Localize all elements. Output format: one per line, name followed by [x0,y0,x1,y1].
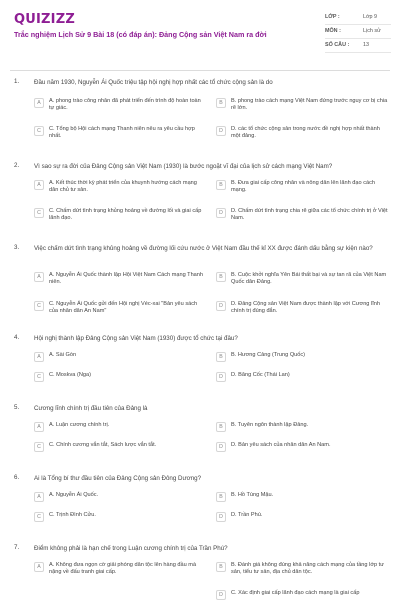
option-letter-box: A [34,98,44,108]
option-letter-box: C [34,442,44,452]
option-letter-box: D [216,301,226,311]
option-text: C. Chính cương vắn tắt, Sách lược vắn tắt. [49,442,157,448]
option-text: A. Kết thúc thời kỳ phát triển của khuynh hướng cách mạng dân chủ tư sản. [49,180,197,194]
option-letter-box: C [34,512,44,522]
option-text: A. Nguyễn Ái Quốc thành lập Hội Việt Nam Cách mạng Thanh niên. [49,272,204,286]
option-text: D. Bản yêu sách của nhân dân An Nam. [231,442,331,448]
option-letter-box: C [34,372,44,382]
option-letter-box: D [216,372,226,382]
meta-table [325,11,391,53]
option-text: A. Luận cương chính trị. [49,422,110,428]
question-text: Đầu năm 1930, Nguyễn Ái Quốc triệu tập hội nghị hợp nhất các tổ chức cộng sản là do [34,79,273,86]
option-letter-box: B [216,98,226,108]
option-letter-box: B [216,272,226,282]
option-text: A. Không đưa ngọn cờ giải phóng dân tộc lên hàng đầu mà nặng về đấu tranh giai cấp. [49,562,197,576]
option-letter-box: A [34,422,44,432]
meta-value: Lớp 9 [363,14,378,20]
option-letter-box: D [216,442,226,452]
option-text: D. Băng Cốc (Thái Lan) [231,372,290,378]
question-number: 5. [14,404,20,411]
option-letter-box: C [34,126,44,136]
option-text: B. phong trào cách mạng Việt Nam đứng trước nguy cơ bị chia rẽ lớn. [231,98,388,112]
option-letter-box: C [34,208,44,218]
question-text: Ai là Tổng bí thư đầu tiên của Đảng Cộng sản Đông Dương? [34,475,202,482]
option-letter-box: C [34,301,44,311]
question-number: 6. [14,474,20,481]
option-letter-box: B [216,352,226,362]
document-header [0,0,400,62]
option-letter-box: A [34,272,44,282]
option-text: C. Xác định giai cấp lãnh đạo cách mạng là giai cấp [231,590,360,596]
option-text: B. Tuyên ngôn thành lập Đảng. [231,422,309,428]
option-letter-box: D [216,208,226,218]
quizizz-logo: QUIZIZZ [14,12,75,27]
option-text: B. Hương Cảng (Trung Quốc) [231,352,306,358]
option-text: D. Trần Phú. [231,512,263,518]
question-number: 4. [14,334,20,341]
option-letter-box: B [216,422,226,432]
option-text: B. Đánh giá không đúng khả năng cách mạng của tầng lớp tư sản, tiểu tư sản, địa chủ dân tộc. [231,562,384,576]
meta-value: 13 [363,42,369,48]
meta-row-subject [325,25,391,39]
option-text: C. Tổng bộ Hội cách mạng Thanh niên nêu ra yêu cầu hợp nhất. [49,126,195,140]
option-text: D. Chấm dứt tình trạng chia rẽ giữa các tổ chức chính trị ở Việt Nam. [231,208,388,222]
option-letter-box: A [34,492,44,502]
option-text: C. Trịnh Đình Cửu. [49,512,96,518]
header-divider [10,70,390,71]
option-letter-box: D [216,590,226,600]
option-text: B. Đưa giai cấp công nhân và nông dân lên lãnh đạo cách mạng. [231,180,376,194]
meta-label: LỚP : [325,14,340,20]
question-number: 7. [14,544,20,551]
question-text: Cương lĩnh chính trị đầu tiên của Đảng là [34,405,148,412]
meta-row-class [325,11,391,25]
option-letter-box: A [34,180,44,190]
question-text: Vì sao sự ra đời của Đảng Cộng sản Việt Nam (1930) là bước ngoặt vĩ đại của lịch sử cách mạng Việt Nam? [34,163,333,170]
option-text: C. Nguyễn Ái Quốc gửi đến Hội nghị Véc-xai "Bản yêu sách của nhân dân An Nam" [49,301,198,315]
option-text: A. Sài Gòn [49,352,77,358]
option-text: B. Cuộc khởi nghĩa Yên Bái thất bại và sự tan rã của Việt Nam Quốc dân Đảng. [231,272,387,286]
question-text: Điểm không phải là hạn chế trong Luận cương chính trị của Trần Phú? [34,545,228,552]
meta-label: SỐ CÂU : [325,42,350,48]
question-text: Hội nghị thành lập Đảng Cộng sản Việt Nam (1930) được tổ chức tại đâu? [34,335,238,342]
meta-row-count [325,39,391,53]
option-letter-box: B [216,562,226,572]
question-number: 2. [14,162,20,169]
question-number: 1. [14,78,20,85]
option-letter-box: D [216,512,226,522]
question-text: Việc chấm dứt tình trạng khủng hoảng về đường lối cứu nước ở Việt Nam đầu thế kỉ XX được đánh dấu bằng sự kiện nào? [34,245,373,252]
option-letter-box: A [34,352,44,362]
meta-label: MÔN : [325,28,341,34]
page-title: Trắc nghiệm Lịch Sử 9 Bài 18 (có đáp án): Đảng Cộng sản Việt Nam ra đời [14,30,267,39]
option-text: A. phong trào công nhân đã phát triển đến trình độ hoàn toàn tự giác. [49,98,201,112]
question-number: 3. [14,244,20,251]
option-text: C. Moskva (Nga) [49,372,91,378]
option-letter-box: A [34,562,44,572]
option-text: A. Nguyễn Ái Quốc. [49,492,99,498]
option-letter-box: D [216,126,226,136]
option-letter-box: B [216,492,226,502]
meta-value: Lịch sử [363,28,381,34]
option-text: D. Đảng Cộng sản Việt Nam được thành lập với Cương lĩnh chính trị đúng đắn. [231,301,380,315]
option-letter-box: B [216,180,226,190]
option-text: B. Hồ Tùng Mậu. [231,492,274,498]
option-text: D. các tổ chức cộng sản trong nước đề nghị hợp nhất thành một đảng. [231,126,380,140]
option-text: C. Chấm dứt tình trạng khủng hoảng về đường lối và giai cấp lãnh đạo. [49,208,202,222]
